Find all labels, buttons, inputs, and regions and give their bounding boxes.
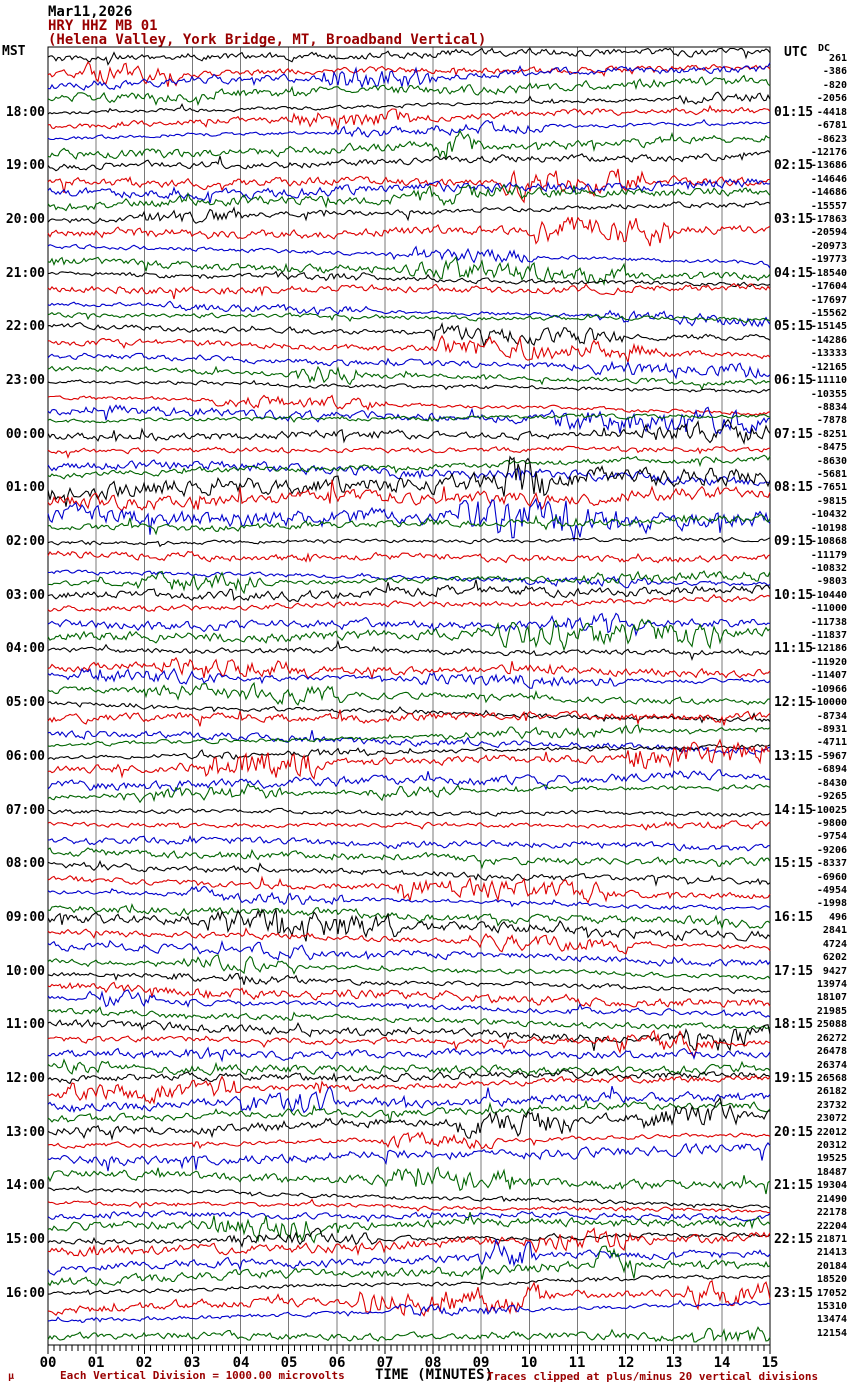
seismic-trace-row <box>48 821 770 830</box>
station-title: HRY HHZ MB 01 <box>48 18 158 34</box>
dc-offset-value: 6202 <box>822 952 847 963</box>
dc-offset-value: 18107 <box>816 992 847 1003</box>
seismic-trace-row <box>48 1327 770 1342</box>
dc-offset-value: 496 <box>828 912 847 923</box>
seismic-trace-row <box>48 151 770 171</box>
utc-time-label: 02:15 <box>774 158 814 173</box>
dc-offset-value: -386 <box>822 66 847 77</box>
seismic-trace-row <box>48 63 770 90</box>
dc-offset-value: -10025 <box>810 805 847 816</box>
mst-time-label: 22:00 <box>5 319 45 334</box>
x-axis-tick-label: 13 <box>665 1355 683 1371</box>
date-title: Mar11,2026 <box>48 4 133 20</box>
seismic-trace-row <box>48 1211 770 1221</box>
dc-offset-value: -9803 <box>816 576 847 587</box>
mst-time-label: 18:00 <box>5 105 45 120</box>
dc-offset-value: -12176 <box>810 147 847 158</box>
microvolt-symbol: μ <box>8 1371 15 1382</box>
dc-offset-value: -4954 <box>816 885 847 896</box>
seismic-trace-row <box>48 380 770 393</box>
x-axis-tick-label: 08 <box>424 1355 442 1371</box>
x-axis-tick-label: 06 <box>328 1355 346 1371</box>
dc-offset-value: -11920 <box>810 657 847 668</box>
seismic-trace-row <box>48 460 770 486</box>
dc-offset-value: -10440 <box>810 590 847 601</box>
left-axis-header: MST <box>2 44 26 59</box>
dc-offset-value: 13974 <box>816 979 847 990</box>
dc-offset-value: -9754 <box>816 831 847 842</box>
clip-note: Traces clipped at plus/minus 20 vertical divisions <box>487 1370 819 1383</box>
dc-offset-value: -11110 <box>810 375 847 386</box>
dc-offset-value: 21490 <box>816 1194 847 1205</box>
seismic-trace-row <box>48 929 770 954</box>
dc-offset-value: 19525 <box>816 1153 847 1164</box>
seismic-trace-row <box>48 642 770 660</box>
seismic-trace-row <box>48 808 770 816</box>
dc-offset-value: -5967 <box>816 751 847 762</box>
seismic-trace-row <box>48 595 770 612</box>
dc-offset-value: -6781 <box>816 120 847 131</box>
seismic-trace-row <box>48 784 770 802</box>
dc-offset-value: -17863 <box>810 214 847 225</box>
seismic-trace-row <box>48 613 770 635</box>
seismic-trace-row <box>48 1133 770 1149</box>
dc-offset-value: -5681 <box>816 469 847 480</box>
dc-offset-value: -9265 <box>816 791 847 802</box>
x-axis-tick-label: 14 <box>713 1355 731 1371</box>
dc-offset-value: 26374 <box>816 1060 847 1071</box>
dc-offset-value: -7651 <box>816 482 847 493</box>
dc-offset-value: -11179 <box>810 550 847 561</box>
seismic-trace-row <box>48 457 770 507</box>
seismic-trace-row <box>48 836 770 851</box>
dc-offset-value: -8337 <box>816 858 847 869</box>
utc-time-label: 05:15 <box>774 319 814 334</box>
utc-time-label: 10:15 <box>774 588 814 603</box>
dc-offset-value: -17697 <box>810 295 847 306</box>
mst-time-label: 02:00 <box>5 534 45 549</box>
seismic-trace-row <box>48 909 770 941</box>
seismic-trace-row <box>48 1301 770 1323</box>
dc-offset-value: -8623 <box>816 134 847 145</box>
dc-offset-value: 9427 <box>822 966 847 977</box>
mst-time-label: 21:00 <box>5 266 45 281</box>
mst-time-label: 15:00 <box>5 1232 45 1247</box>
dc-offset-value: 12154 <box>816 1328 847 1339</box>
x-axis-tick-label: 03 <box>183 1355 201 1371</box>
mst-time-label: 14:00 <box>5 1178 45 1193</box>
dc-offset-value: 18520 <box>816 1274 847 1285</box>
x-axis-tick-label: 07 <box>376 1355 394 1371</box>
seismic-trace-row <box>48 49 770 65</box>
utc-time-label: 13:15 <box>774 749 814 764</box>
seismic-trace-row <box>48 669 770 688</box>
dc-offset-value: 22012 <box>816 1127 847 1138</box>
dc-offset-value: -4418 <box>816 107 847 118</box>
dc-offset-value: 261 <box>828 53 847 64</box>
utc-time-label: 08:15 <box>774 480 814 495</box>
dc-offset-value: -6960 <box>816 872 847 883</box>
dc-offset-value: 13474 <box>816 1314 847 1325</box>
dc-offset-value: 26478 <box>816 1046 847 1057</box>
seismic-trace-row <box>48 245 770 269</box>
utc-time-label: 21:15 <box>774 1178 814 1193</box>
seismic-trace-row <box>48 1060 770 1075</box>
mst-time-label: 06:00 <box>5 749 45 764</box>
dc-offset-value: 21413 <box>816 1247 847 1258</box>
utc-time-label: 18:15 <box>774 1017 814 1032</box>
dc-offset-value: -10432 <box>810 509 847 520</box>
seismic-trace-row <box>48 1020 770 1051</box>
dc-offset-value: -8630 <box>816 456 847 467</box>
mst-time-label: 13:00 <box>5 1125 45 1140</box>
dc-offset-value: -820 <box>822 80 847 91</box>
dc-offset-value: 22204 <box>816 1221 847 1232</box>
mst-time-label: 12:00 <box>5 1071 45 1086</box>
dc-offset-value: -9206 <box>816 845 847 856</box>
seismic-trace-row <box>48 683 770 705</box>
dc-offset-value: -10355 <box>810 389 847 400</box>
seismic-trace-row <box>48 1240 770 1275</box>
dc-offset-value: -10966 <box>810 684 847 695</box>
mst-time-label: 01:00 <box>5 480 45 495</box>
dc-offset-header: DC <box>818 43 831 54</box>
seismic-trace-row <box>48 1048 770 1061</box>
dc-offset-value: 26182 <box>816 1086 847 1097</box>
dc-offset-value: 20184 <box>816 1261 847 1272</box>
dc-offset-value: 20312 <box>816 1140 847 1151</box>
utc-time-label: 03:15 <box>774 212 814 227</box>
mst-time-label: 20:00 <box>5 212 45 227</box>
mst-time-label: 05:00 <box>5 695 45 710</box>
seismic-trace-row <box>48 1187 770 1209</box>
dc-offset-value: -9800 <box>816 818 847 829</box>
mst-time-label: 16:00 <box>5 1286 45 1301</box>
mst-time-label: 07:00 <box>5 803 45 818</box>
utc-time-label: 07:15 <box>774 427 814 442</box>
dc-offset-value: 25088 <box>816 1019 847 1030</box>
seismic-trace-row <box>48 710 770 727</box>
dc-offset-value: 18487 <box>816 1167 847 1178</box>
utc-time-label: 01:15 <box>774 105 814 120</box>
seismic-trace-row <box>48 702 770 722</box>
seismic-trace-row <box>48 1275 770 1294</box>
dc-offset-value: -10832 <box>810 563 847 574</box>
seismic-trace-row <box>48 537 770 546</box>
seismic-trace-row <box>48 217 770 246</box>
seismic-trace-row <box>48 323 770 347</box>
dc-offset-value: 21871 <box>816 1234 847 1245</box>
seismic-trace-row <box>48 284 770 299</box>
dc-offset-value: -14686 <box>810 187 847 198</box>
seismic-trace-row <box>48 982 770 1007</box>
seismic-trace-row <box>48 313 770 323</box>
dc-offset-value: 21985 <box>816 1006 847 1017</box>
seismic-trace-row <box>48 1007 770 1029</box>
dc-offset-value: 23072 <box>816 1113 847 1124</box>
dc-offset-value: -18540 <box>810 268 847 279</box>
dc-offset-value: -2056 <box>816 93 847 104</box>
dc-offset-value: -8430 <box>816 778 847 789</box>
seismic-trace-row <box>48 941 770 966</box>
seismic-trace-row <box>48 861 770 884</box>
dc-offset-value: -8734 <box>816 711 847 722</box>
dc-offset-value: -12186 <box>810 643 847 654</box>
utc-time-label: 14:15 <box>774 803 814 818</box>
dc-offset-value: -8475 <box>816 442 847 453</box>
dc-offset-value: -10868 <box>810 536 847 547</box>
dc-offset-value: -8251 <box>816 429 847 440</box>
utc-time-label: 23:15 <box>774 1286 814 1301</box>
x-axis-tick-label: 11 <box>568 1355 586 1371</box>
seismic-trace-row <box>48 905 770 929</box>
utc-time-label: 09:15 <box>774 534 814 549</box>
mst-time-label: 23:00 <box>5 373 45 388</box>
utc-time-label: 06:15 <box>774 373 814 388</box>
mst-time-label: 09:00 <box>5 910 45 925</box>
dc-offset-value: -11738 <box>810 617 847 628</box>
dc-offset-value: -1998 <box>816 898 847 909</box>
seismic-trace-row <box>48 1281 770 1316</box>
dc-offset-value: -8834 <box>816 402 847 413</box>
mst-time-label: 00:00 <box>5 427 45 442</box>
dc-offset-value: -13333 <box>810 348 847 359</box>
seismic-trace-row <box>48 257 770 284</box>
seismic-trace-row <box>48 446 770 457</box>
dc-offset-value: -10000 <box>810 697 847 708</box>
dc-offset-value: -17604 <box>810 281 847 292</box>
mst-time-label: 08:00 <box>5 856 45 871</box>
x-axis-title: TIME (MINUTES) <box>375 1367 494 1383</box>
dc-offset-value: -7878 <box>816 415 847 426</box>
dc-offset-value: -15145 <box>810 321 847 332</box>
seismic-trace-row <box>48 480 770 512</box>
seismic-trace-row <box>48 420 770 443</box>
dc-offset-value: -15557 <box>810 201 847 212</box>
dc-offset-value: 23732 <box>816 1100 847 1111</box>
dc-offset-value: 22178 <box>816 1207 847 1218</box>
dc-offset-value: -19773 <box>810 254 847 265</box>
x-axis-tick-label: 04 <box>232 1355 250 1371</box>
dc-offset-value: 19304 <box>816 1180 847 1191</box>
dc-offset-value: 26272 <box>816 1033 847 1044</box>
x-axis-tick-label: 00 <box>39 1355 57 1371</box>
utc-time-label: 20:15 <box>774 1125 814 1140</box>
seismic-trace-row <box>48 725 770 746</box>
x-axis-tick-label: 15 <box>761 1355 779 1371</box>
station-description: (Helena Valley, York Bridge, MT, Broadband Vertical) <box>48 32 487 48</box>
seismic-trace-row <box>48 1200 770 1213</box>
x-axis-tick-label: 09 <box>472 1355 490 1371</box>
utc-time-label: 19:15 <box>774 1071 814 1086</box>
utc-time-label: 04:15 <box>774 266 814 281</box>
dc-offset-value: -11837 <box>810 630 847 641</box>
mst-time-label: 04:00 <box>5 641 45 656</box>
seismic-trace-row <box>48 876 770 903</box>
dc-offset-value: -10198 <box>810 523 847 534</box>
dc-offset-value: -20973 <box>810 241 847 252</box>
seismic-trace-row <box>48 1143 770 1171</box>
dc-offset-value: -11407 <box>810 670 847 681</box>
mst-time-label: 19:00 <box>5 158 45 173</box>
dc-offset-value: -9815 <box>816 496 847 507</box>
dc-offset-value: -12165 <box>810 362 847 373</box>
x-axis-tick-label: 12 <box>617 1355 635 1371</box>
seismic-trace-row <box>48 848 770 868</box>
seismic-trace-row <box>48 551 770 562</box>
dc-offset-value: -20594 <box>810 227 847 238</box>
dc-offset-value: -4711 <box>816 737 847 748</box>
utc-time-label: 12:15 <box>774 695 814 710</box>
utc-time-label: 16:15 <box>774 910 814 925</box>
seismic-trace-row <box>48 955 770 980</box>
dc-offset-value: -11000 <box>810 603 847 614</box>
seismic-trace-row <box>48 301 770 326</box>
dc-offset-value: 26568 <box>816 1073 847 1084</box>
seismic-trace-row <box>48 202 770 224</box>
dc-offset-value: 17052 <box>816 1288 847 1299</box>
seismic-trace-row <box>48 272 770 287</box>
dc-offset-value: 15310 <box>816 1301 847 1312</box>
seismic-trace-row <box>48 1070 770 1084</box>
seismic-trace-row <box>48 405 770 433</box>
seismic-trace-row <box>48 396 770 416</box>
utc-time-label: 22:15 <box>774 1232 814 1247</box>
dc-offset-value: 2841 <box>822 925 847 936</box>
mst-time-label: 11:00 <box>5 1017 45 1032</box>
dc-offset-value: -6894 <box>816 764 847 775</box>
utc-time-label: 17:15 <box>774 964 814 979</box>
dc-offset-value: -15562 <box>810 308 847 319</box>
x-axis-tick-label: 10 <box>520 1355 538 1371</box>
x-axis-tick-label: 01 <box>87 1355 105 1371</box>
mst-time-label: 03:00 <box>5 588 45 603</box>
dc-offset-value: -14646 <box>810 174 847 185</box>
dc-offset-value: -13686 <box>810 160 847 171</box>
dc-offset-value: -8931 <box>816 724 847 735</box>
utc-time-label: 15:15 <box>774 856 814 871</box>
vertical-division-note: Each Vertical Division = 1000.00 microvolts <box>60 1369 345 1382</box>
seismic-trace-row <box>48 770 770 792</box>
dc-offset-value: -14286 <box>810 335 847 346</box>
dc-offset-value: 4724 <box>822 939 847 950</box>
right-axis-header: UTC <box>784 45 808 60</box>
utc-time-label: 11:15 <box>774 641 814 656</box>
x-axis-tick-label: 02 <box>135 1355 153 1371</box>
mst-time-label: 10:00 <box>5 964 45 979</box>
seismic-trace-row <box>48 131 770 159</box>
x-axis-tick-label: 05 <box>280 1355 298 1371</box>
seismic-trace-row <box>48 106 770 129</box>
